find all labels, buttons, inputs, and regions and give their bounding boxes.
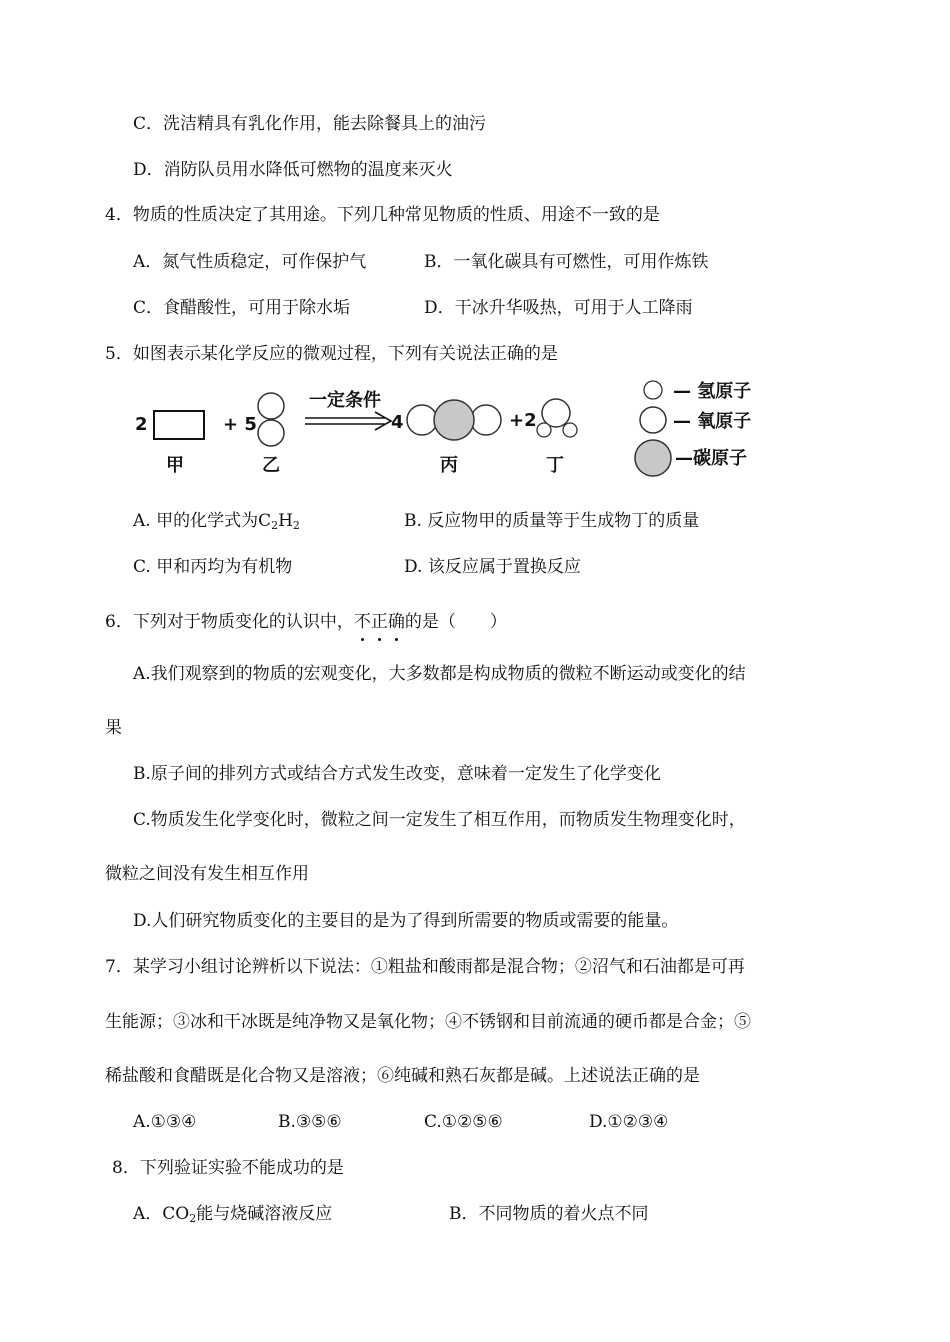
q6-option-c-line1: C.物质发生化学变化时，微粒之间一定发生了相互作用，而物质发生物理变化时， (133, 810, 746, 830)
q4-stem: 4．物质的性质决定了其用途。下列几种常见物质的性质、用途不一致的是 (105, 205, 660, 225)
q3-option-d: D．消防队员用水降低可燃物的温度来灭火 (133, 160, 453, 180)
q5-option-b: B. 反应物甲的质量等于生成物丁的质量 (404, 511, 700, 531)
q4-option-b: B．一氧化碳具有可燃性，可用作炼铁 (424, 252, 709, 272)
q8-option-a (133, 1202, 332, 1231)
legend-oxygen-symbol (640, 407, 666, 433)
reaction-condition: 一定条件 (309, 390, 381, 411)
q6-option-c-line2: 微粒之间没有发生相互作用 (105, 864, 309, 884)
legend-carbon-symbol (635, 440, 671, 476)
label-yi: 乙 (262, 455, 280, 476)
legend-hydrogen: — 氢原子 (673, 381, 752, 402)
coef-jia: 2 (135, 414, 148, 435)
q5-option-a (133, 509, 300, 538)
q7-option-d: D.①②③④ (589, 1112, 669, 1132)
q7-option-c: C.①②⑤⑥ (424, 1112, 503, 1132)
q6-option-a-line2: 果 (105, 718, 122, 738)
q8-option-b: B．不同物质的着火点不同 (449, 1204, 649, 1224)
q8-stem: 8．下列验证实验不能成功的是 (112, 1158, 344, 1178)
reaction-diagram (125, 378, 785, 478)
q7-stem-line1: 7．某学习小组讨论辨析以下说法：①粗盐和酸雨都是混合物；②沼气和石油都是可再 (105, 957, 745, 977)
subscript: 2 (292, 519, 300, 532)
q5-option-d: D. 该反应属于置换反应 (404, 557, 581, 577)
coef-yi: + 5 (223, 414, 257, 435)
label-bing: 丙 (440, 455, 458, 476)
q7-option-b: B.③⑤⑥ (278, 1112, 342, 1132)
q4-option-d: D．干冰升华吸热，可用于人工降雨 (424, 298, 693, 318)
q7-stem-line2: 生能源；③冰和干冰既是纯净物又是氧化物；④不锈钢和目前流通的硬币都是合金；⑤ (105, 1012, 751, 1032)
q3-option-c: C．洗洁精具有乳化作用，能去除餐具上的油污 (133, 114, 487, 134)
q7-option-a: A.①③④ (133, 1112, 197, 1132)
molecule-ding (537, 399, 577, 437)
label-ding: 丁 (546, 455, 564, 476)
q6-option-b: B.原子间的排列方式或结合方式发生改变，意味着一定发生了化学变化 (133, 764, 661, 784)
q5-stem: 5．如图表示某化学反应的微观过程，下列有关说法正确的是 (105, 344, 558, 364)
q6-option-a-line1: A.我们观察到的物质的宏观变化，大多数都是构成物质的微粒不断运动或变化的结 (133, 664, 746, 684)
emphasis-char: 确 (387, 612, 405, 632)
q5-option-c: C. 甲和丙均为有机物 (133, 557, 293, 577)
q8-option-a-text: A．CO (133, 1204, 190, 1224)
legend-hydrogen-symbol (644, 381, 662, 399)
subscript: 2 (271, 519, 279, 532)
coef-ding: +2 (509, 410, 537, 431)
q5-option-a-text: H (278, 511, 293, 531)
legend (635, 380, 751, 476)
q6-option-d: D.人们研究物质变化的主要目的是为了得到所需要的物质或需要的能量。 (133, 911, 679, 931)
q4-option-a: A．氮气性质稳定，可作保护气 (133, 252, 367, 272)
molecule-yi (258, 393, 284, 446)
molecule-jia (154, 411, 204, 439)
reaction-arrow (305, 412, 391, 430)
legend-oxygen: — 氧原子 (673, 411, 752, 432)
molecule-bing (407, 400, 501, 440)
subscript: 2 (189, 1212, 197, 1225)
emphasis-char: 不 (353, 612, 371, 632)
q5-option-a-text: A. 甲的化学式为C (133, 511, 272, 531)
legend-carbon: —碳原子 (675, 448, 747, 469)
q6-stem (105, 610, 507, 634)
q7-stem-line3: 稀盐酸和食醋既是化合物又是溶液；⑥纯碱和熟石灰都是碱。上述说法正确的是 (105, 1066, 700, 1086)
coef-bing: 4 (391, 412, 404, 433)
emphasis-char: 正 (370, 612, 388, 632)
q8-option-a-text: 能与烧碱溶液反应 (196, 1204, 333, 1224)
label-jia: 甲 (166, 455, 184, 476)
q6-stem-text: 的是（ ） (404, 612, 507, 632)
q4-option-c: C．食醋酸性，可用于除水垢 (133, 298, 351, 318)
q6-stem-text: 6．下列对于物质变化的认识中， (105, 612, 354, 632)
